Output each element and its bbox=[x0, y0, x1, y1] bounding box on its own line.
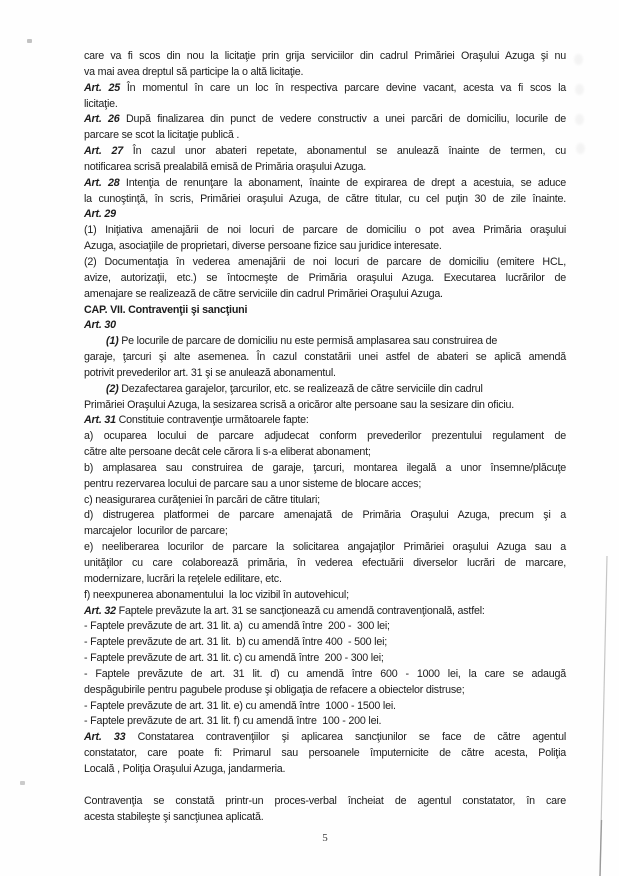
text-run: Art. 33 bbox=[84, 731, 138, 744]
text-line bbox=[84, 794, 566, 810]
text-run: e) neeliberarea locurilor de parcare la solicitarea angajaţilor Primăriei oraşului Azuga sau a bbox=[84, 541, 566, 554]
text-line bbox=[84, 303, 566, 319]
text-line bbox=[84, 144, 566, 160]
text-run: În cazul unor abateri repetate, abonamentul se anulează înainte de termen, cu bbox=[132, 145, 566, 158]
text-line bbox=[84, 604, 566, 620]
text-line bbox=[84, 65, 566, 81]
text-run: d) distrugerea platformei de parcare amenajată de Primăria Oraşului Azuga, precum şi a bbox=[84, 509, 566, 522]
text-run: Constatarea contravenţiilor şi aplicarea sancţiunilor se face de către agentul bbox=[137, 731, 566, 744]
text-run: garaje, ţarcuri şi alte asemenea. În cazul constatării unei astfel de abateri se aplică amendă bbox=[84, 351, 566, 364]
text-run: În momentul în care un loc în respectiva parcare devine vacant, acesta va fi scos la bbox=[126, 81, 566, 94]
text-run: Faptele prevăzute la art. 31 se sancţionează cu amendă contravenţională, astfel: bbox=[118, 604, 485, 617]
text-line bbox=[84, 160, 566, 176]
text-line bbox=[84, 746, 566, 762]
binding-hole-mark bbox=[575, 114, 584, 125]
text-line bbox=[84, 667, 566, 683]
text-line bbox=[84, 524, 566, 540]
text-run: Constituie contravenţie următoarele fapte: bbox=[118, 414, 309, 427]
text-run: notificarea scrisă prealabilă emisă de Primăria oraşului Azuga. bbox=[84, 160, 367, 173]
text-run: (2) bbox=[106, 382, 122, 395]
text-line bbox=[84, 192, 566, 208]
text-run: (1) bbox=[106, 335, 122, 348]
text-run: Intenţia de renunţare la abonament, înainte de expirarea de drept a acestuia, se aduce bbox=[125, 176, 566, 189]
text-line bbox=[84, 271, 566, 287]
text-run: (2) Documentaţia în vederea amenajării de noi locuri de parcare de domiciliu (emitere HCL, bbox=[84, 255, 566, 268]
scan-speck bbox=[20, 781, 25, 785]
text-run: Art. 28 bbox=[84, 176, 126, 189]
text-run: Art. 32 bbox=[84, 604, 119, 617]
text-line bbox=[84, 651, 566, 667]
text-run: Pe locurile de parcare de domiciliu nu este permisă amplasarea sau construirea de bbox=[121, 335, 498, 348]
text-run: acesta stabileşte şi sancţiunea aplicată. bbox=[84, 810, 264, 823]
text-line bbox=[84, 318, 566, 334]
text-run: Azuga, asociaţiile de proprietari, diverse persoane fizice sau juridice interesate. bbox=[84, 240, 442, 253]
text-run: Dezafectarea garajelor, ţarcurilor, etc. se realizează de către serviciile din cadrul bbox=[121, 382, 483, 395]
text-line bbox=[84, 730, 566, 746]
text-line bbox=[84, 382, 566, 398]
text-run: - Faptele prevăzute de art. 31 lit. f) cu amendă între 100 - 200 lei. bbox=[84, 715, 382, 728]
text-line bbox=[84, 334, 566, 350]
text-run: potrivit prevederilor art. 31 şi se anulează abonamentul. bbox=[84, 366, 336, 379]
text-line bbox=[84, 223, 566, 239]
text-run: despăgubirile pentru pagubele produse şi obligaţia de refacere a obiectelor distruse; bbox=[84, 683, 465, 696]
binding-hole-mark bbox=[574, 54, 583, 65]
text-line bbox=[84, 413, 566, 429]
page-number: 5 bbox=[322, 832, 328, 844]
text-run: - Faptele prevăzute de art. 31 lit. a) cu amendă între 200 - 300 lei; bbox=[84, 620, 390, 633]
binding-hole-mark bbox=[576, 143, 585, 154]
text-line bbox=[84, 287, 566, 303]
text-line bbox=[84, 398, 566, 414]
text-line bbox=[84, 461, 566, 477]
text-line bbox=[84, 683, 566, 699]
text-line bbox=[84, 445, 566, 461]
text-line bbox=[84, 477, 566, 493]
text-run: b) amplasarea sau construirea de garaje, ţarcuri, montarea ilegală a unor însemne/plăcuţe bbox=[84, 461, 566, 474]
text-line bbox=[84, 112, 566, 128]
text-line bbox=[84, 556, 566, 572]
text-run: Art. 27 bbox=[84, 145, 133, 158]
text-run: Art. 29 bbox=[84, 208, 116, 221]
text-run: - Faptele prevăzute de art. 31 lit. c) cu amendă între 200 - 300 lei; bbox=[84, 652, 384, 665]
binding-hole-mark bbox=[575, 84, 584, 95]
text-run: (1) Iniţiativa amenajării de noi locuri de parcare de domiciliu o pot avea Primăria oraşului bbox=[84, 224, 566, 237]
scan-speck bbox=[27, 39, 32, 43]
text-run: pentru rezervarea locului de parcare sau a unor sisteme de blocare acces; bbox=[84, 477, 422, 490]
text-line bbox=[84, 239, 566, 255]
text-run: avize, autorizaţii, etc.) se întocmeşte de Primăria oraşului Azuga. Executarea lucrărilor de bbox=[84, 271, 566, 284]
text-run: Contravenţia se constată printr-un proces-verbal încheiat de agentul constatator, în care bbox=[84, 794, 566, 807]
text-line bbox=[84, 810, 566, 826]
text-line bbox=[84, 699, 566, 715]
text-run: marcajelor locurilor de parcare; bbox=[84, 525, 228, 538]
text-run: va mai avea dreptul să participe la o altă licitaţie. bbox=[84, 65, 304, 78]
text-run: - Faptele prevăzute de art. 31 lit. b) cu amendă între 400 - 500 lei; bbox=[84, 636, 388, 649]
text-line bbox=[84, 128, 566, 144]
text-run: - Faptele prevăzute de art. 31 lit. d) cu amendă între 600 - 1000 lei, la care se adaugă bbox=[84, 667, 566, 680]
text-line bbox=[84, 540, 566, 556]
text-line bbox=[84, 49, 566, 65]
text-line bbox=[84, 714, 566, 730]
text-line bbox=[84, 635, 566, 651]
text-run: modernizare, lucrări la reţelele edilitare, etc. bbox=[84, 572, 282, 585]
text-run: f) neexpunerea abonamentului la loc vizibil în autovehicul; bbox=[84, 588, 349, 601]
text-run: la cunoştinţă, în scris, Primăriei oraşului Azuga, de către titular, cu cel puţin 30 de zile înainte. bbox=[84, 192, 566, 205]
text-run: Art. 31 bbox=[84, 414, 119, 427]
text-line bbox=[84, 176, 566, 192]
text-line bbox=[84, 508, 566, 524]
text-run: - Faptele prevăzute de art. 31 lit. e) cu amendă între 1000 - 1500 lei. bbox=[84, 699, 396, 712]
text-line bbox=[84, 207, 566, 223]
text-run: c) neasigurarea curăţeniei în parcări de către titulari; bbox=[84, 493, 320, 506]
text-line bbox=[84, 429, 566, 445]
text-run: CAP. VII. Contravenţii şi sancţiuni bbox=[84, 303, 248, 316]
text-run: care va fi scos din nou la licitaţie prin grija serviciilor din cadrul Primăriei Oraşului Azuga şi nu bbox=[84, 50, 566, 62]
text-line bbox=[84, 572, 566, 588]
text-run: Art. 25 bbox=[84, 81, 127, 94]
blank-line bbox=[84, 778, 566, 794]
text-run: amenajare se realizează de către serviciile din cadrul Primăriei Oraşului Azuga. bbox=[84, 287, 443, 300]
text-run: După finalizarea din punct de vedere constructiv a unei parcări de domiciliu, locurile de bbox=[126, 113, 566, 126]
text-run: Locală , Poliţia Oraşului Azuga, jandarmeria. bbox=[84, 762, 286, 775]
text-line bbox=[84, 97, 566, 113]
text-line bbox=[84, 588, 566, 604]
text-line bbox=[84, 81, 566, 97]
text-run: constatator, care poate fi: Primarul sau persoanele împuternicite de către acesta, Poliţia bbox=[84, 747, 566, 760]
text-run: parcare se scot la licitaţie publică . bbox=[84, 129, 240, 142]
text-line bbox=[84, 493, 566, 509]
text-line bbox=[84, 762, 566, 778]
document-text bbox=[84, 49, 566, 825]
text-run: către alte persoane decât cele cărora li s-a eliberat abonament; bbox=[84, 446, 371, 459]
text-line bbox=[84, 350, 566, 366]
text-line bbox=[84, 619, 566, 635]
text-run: a) ocuparea locului de parcare adjudecat conform prevederilor prezentului regulament de bbox=[84, 430, 566, 443]
text-line bbox=[84, 366, 566, 382]
text-line bbox=[84, 255, 566, 271]
text-run: licitaţie. bbox=[84, 97, 118, 110]
text-run: Primăriei Oraşului Azuga, la sesizarea scrisă a oricăror alte persoane sau la sesizare din oficiu. bbox=[84, 398, 515, 411]
text-run: Art. 26 bbox=[84, 113, 126, 126]
text-run: unităţilor cu care colaborează primăria, în vederea efectuării diverselor lucrări de marcare, bbox=[84, 557, 566, 569]
text-run: Art. 30 bbox=[84, 319, 116, 332]
